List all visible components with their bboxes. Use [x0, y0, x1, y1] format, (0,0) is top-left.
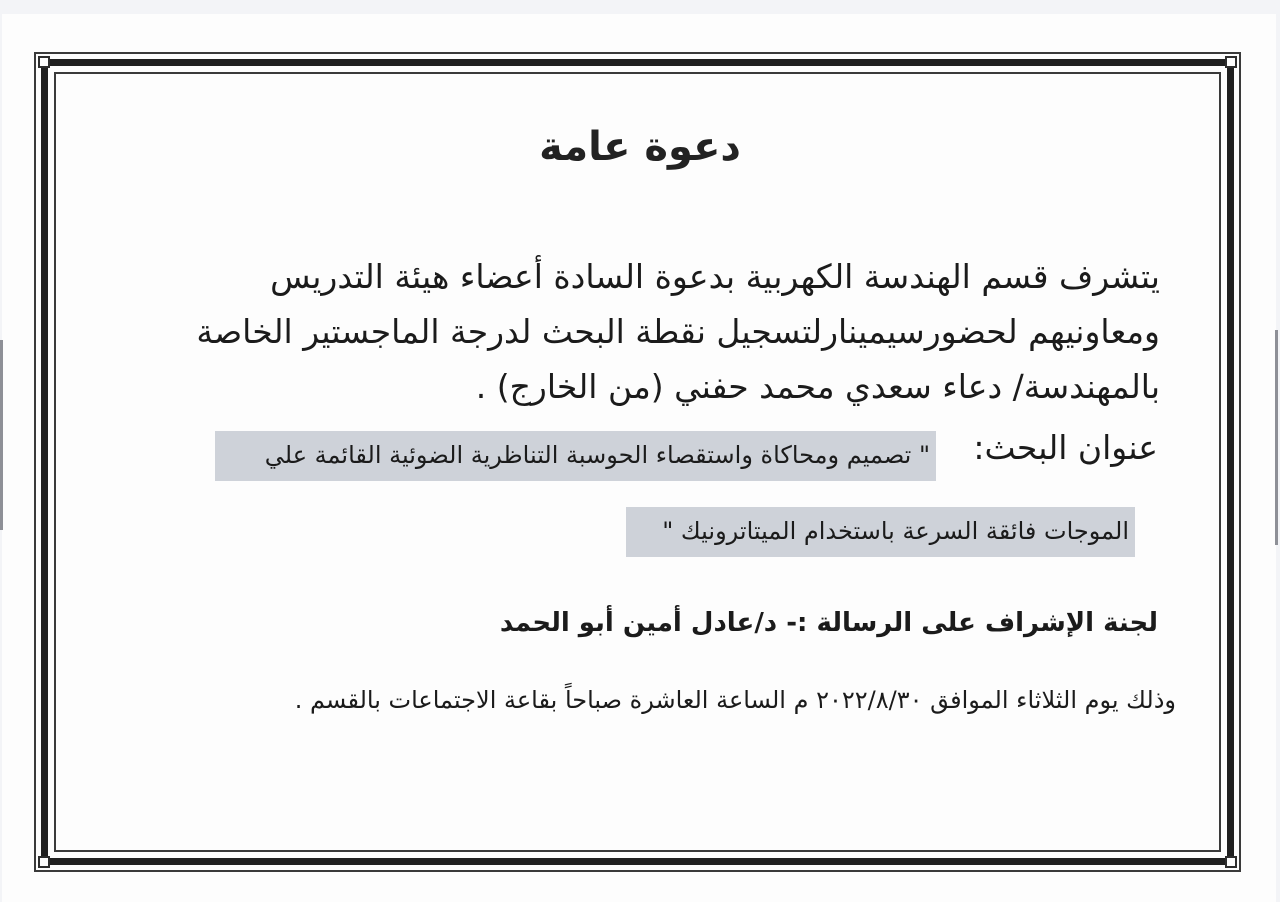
date-location-line: وذلك يوم الثلاثاء الموافق ٢٠٢٢/٨/٣٠ م الساعة العاشرة صباحاً بقاعة الاجتماعات بالقسم .	[294, 686, 1176, 714]
research-title-line-2: الموجات فائقة السرعة باستخدام الميتاترونيك "	[626, 507, 1135, 557]
supervision-committee: لجنة الإشراف على الرسالة :- د/عادل أمين أبو الحمد	[499, 608, 1158, 638]
frame-corner-top-right	[1225, 56, 1237, 68]
scan-edge-right	[1275, 330, 1278, 545]
research-title-line-1: " تصميم ومحاكاة واستقصاء الحوسبة التناظرية الضوئية القائمة علي	[215, 431, 936, 481]
research-title-label: عنوان البحث:	[973, 428, 1158, 467]
body-line-3: بالمهندسة/ دعاء سعدي محمد حفني (من الخارج) .	[475, 367, 1160, 406]
scan-edge-left	[0, 340, 3, 530]
frame-corner-top-left	[38, 56, 50, 68]
body-line-2: ومعاونيهم لحضورسيمينارلتسجيل نقطة البحث لدرجة الماجستير الخاصة	[196, 312, 1160, 351]
frame-corner-bottom-right	[1225, 856, 1237, 868]
body-line-1: يتشرف قسم الهندسة الكهربية بدعوة السادة أعضاء هيئة التدريس	[270, 257, 1160, 296]
page-title: دعوة عامة	[539, 124, 741, 170]
frame-corner-bottom-left	[38, 856, 50, 868]
